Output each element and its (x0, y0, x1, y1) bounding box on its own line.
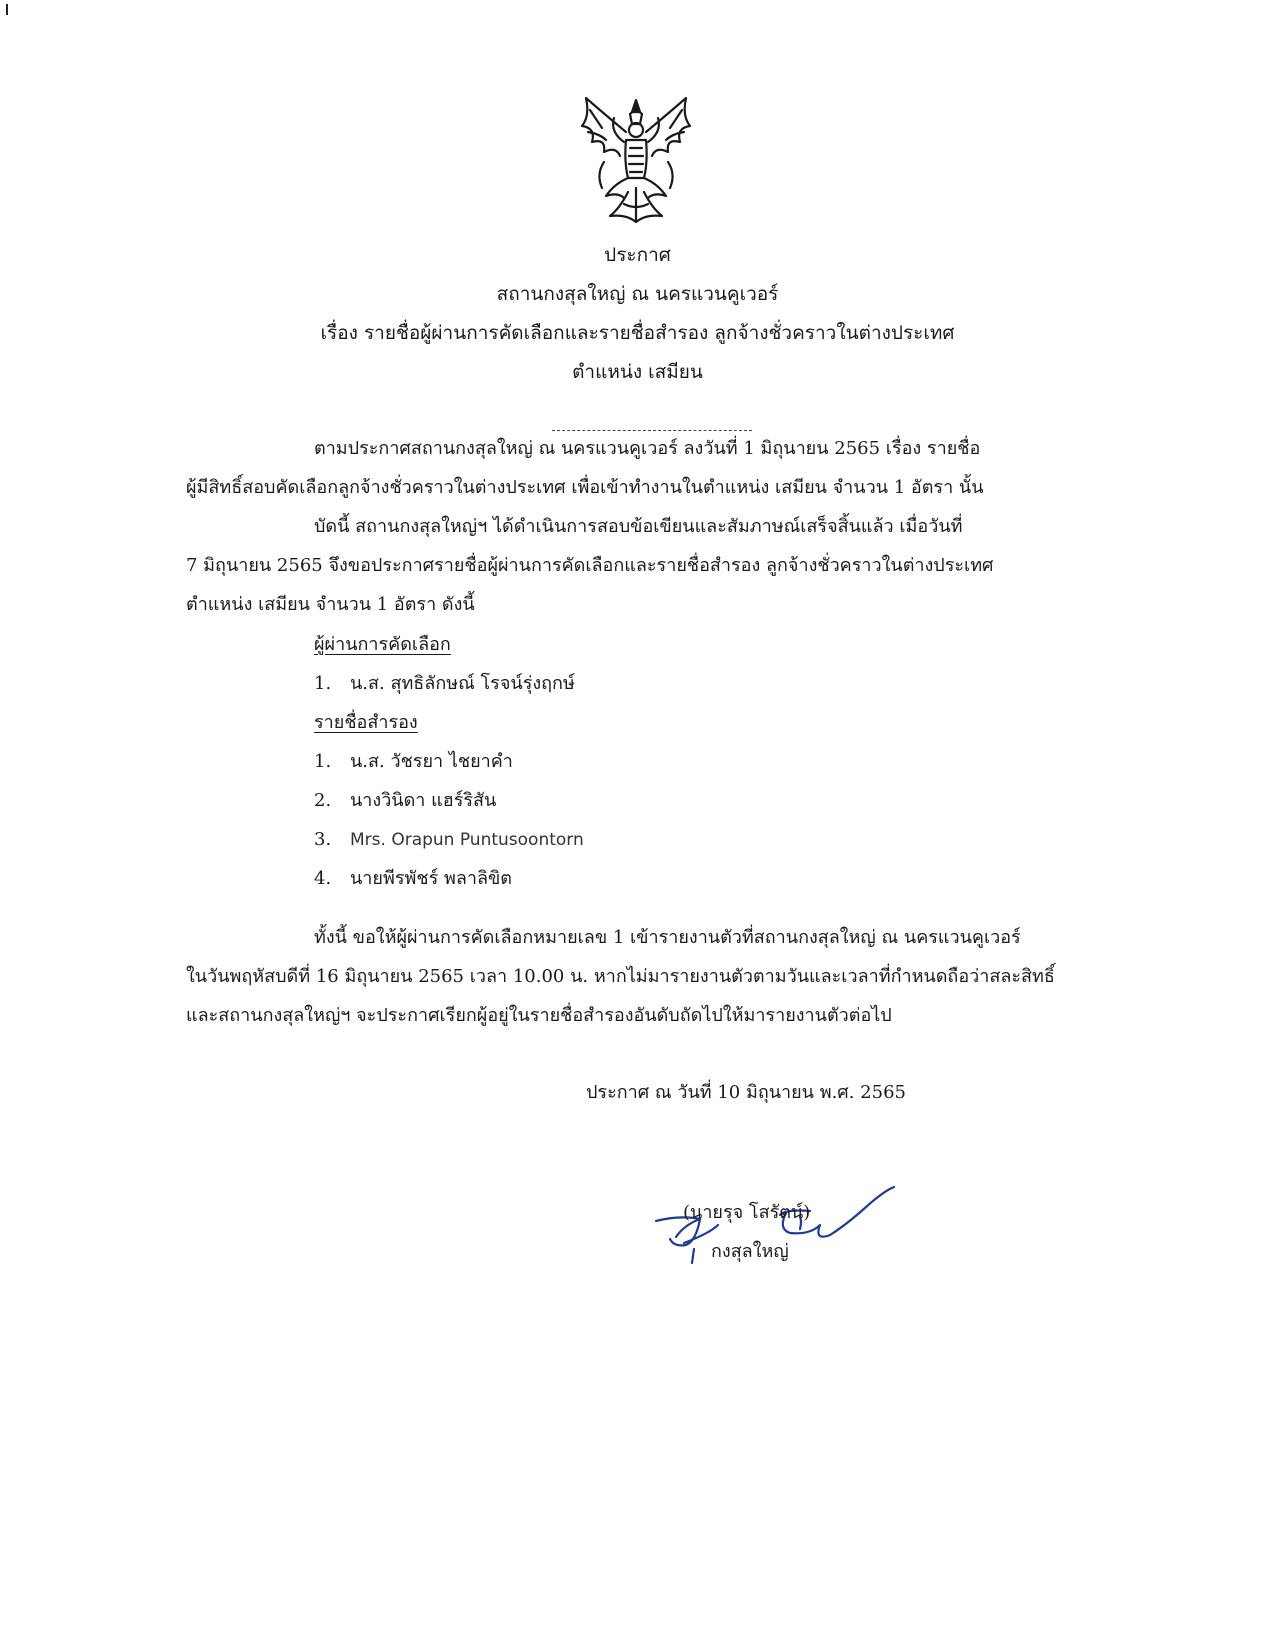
reserve-heading: รายชื่อสำรอง (314, 712, 418, 733)
signer-name: (นายรุจ โสรัตน์) (683, 1202, 811, 1223)
list-item-number: 1. (314, 751, 332, 772)
list-item (314, 828, 584, 852)
position-line: ตำแหน่ง เสมียน (572, 361, 703, 383)
selected-heading: ผู้ผ่านการคัดเลือก (314, 634, 451, 655)
heading-divider (552, 430, 752, 431)
announcement-date: ประกาศ ณ วันที่ 10 มิถุนายน พ.ศ. 2565 (586, 1082, 906, 1103)
paragraph-1-line-2: ผู้มีสิทธิ์สอบคัดเลือกลูกจ้างชั่วคราวในต่างประเทศ เพื่อเข้าทำงานในตำแหน่ง เสมียน จำนวน 1 อัตรา นั้น (186, 477, 984, 498)
signer-title: กงสุลใหญ่ (711, 1241, 789, 1262)
list-item-name: น.ส. สุทธิลักษณ์ โรจน์รุ่งฤกษ์ (350, 673, 575, 694)
document-title: ประกาศ (604, 244, 671, 266)
list-item (314, 750, 513, 774)
list-item-name: นายพีรพัชร์ พลาลิขิต (350, 868, 512, 889)
closing-line-3: และสถานกงสุลใหญ่ฯ จะประกาศเรียกผู้อยู่ในรายชื่อสำรองอันดับถัดไปให้มารายงานตัวต่อไป (186, 1005, 892, 1026)
list-item-number: 2. (314, 790, 332, 811)
list-item-name: น.ส. วัชรยา ไชยาคำ (350, 751, 513, 772)
list-item-number: 3. (314, 829, 332, 850)
subject-line: เรื่อง รายชื่อผู้ผ่านการคัดเลือกและรายชื่อสำรอง ลูกจ้างชั่วคราวในต่างประเทศ (320, 322, 955, 344)
garuda-emblem-icon (574, 92, 698, 224)
list-item-number: 1. (314, 673, 332, 694)
paragraph-2-line-2: 7 มิถุนายน 2565 จึงขอประกาศรายชื่อผู้ผ่านการคัดเลือกและรายชื่อสำรอง ลูกจ้างชั่วคราวในต่างประเทศ (186, 555, 994, 576)
closing-line-1: ทั้งนี้ ขอให้ผู้ผ่านการคัดเลือกหมายเลข 1 เข้ารายงานตัวที่สถานกงสุลใหญ่ ณ นครแวนคูเวอร์ (314, 927, 1021, 948)
list-item-name: Mrs. Orapun Puntusoontorn (350, 830, 584, 850)
list-item (314, 789, 496, 813)
list-item-number: 4. (314, 868, 332, 889)
paragraph-2-line-3: ตำแหน่ง เสมียน จำนวน 1 อัตรา ดังนี้ (186, 594, 475, 615)
paragraph-2-line-1: บัดนี้ สถานกงสุลใหญ่ฯ ได้ดำเนินการสอบข้อเขียนและสัมภาษณ์เสร็จสิ้นแล้ว เมื่อวันที่ (314, 516, 963, 537)
closing-line-2: ในวันพฤหัสบดีที่ 16 มิถุนายน 2565 เวลา 10.00 น. หากไม่มารายงานตัวตามวันและเวลาที่กำหนดถือว่าสละสิทธิ์ (186, 966, 1055, 987)
office-name: สถานกงสุลใหญ่ ณ นครแวนคูเวอร์ (496, 283, 779, 305)
scan-mark (6, 4, 8, 15)
list-item (314, 867, 512, 891)
list-item-name: นางวินิดา แฮร์ริสัน (350, 790, 497, 811)
list-item (314, 672, 575, 696)
paragraph-1-line-1: ตามประกาศสถานกงสุลใหญ่ ณ นครแวนคูเวอร์ ลงวันที่ 1 มิถุนายน 2565 เรื่อง รายชื่อ (314, 438, 981, 459)
